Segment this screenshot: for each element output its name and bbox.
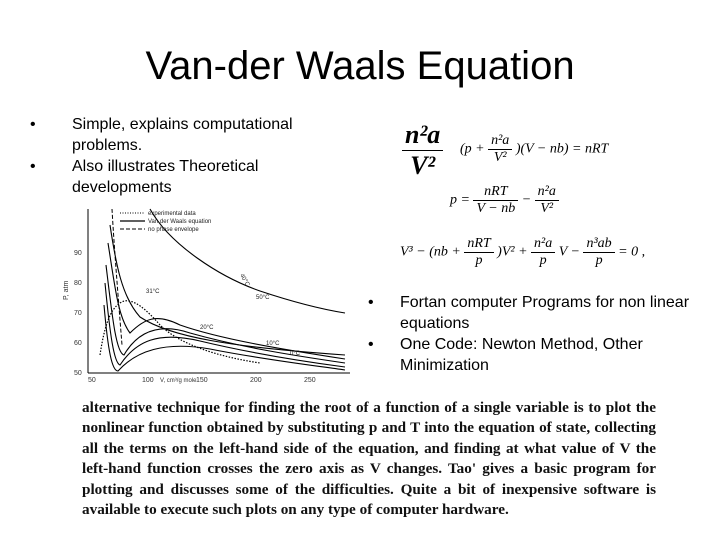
isotherm-curve	[104, 305, 345, 371]
equation-pressure-explicit: p = $\frac{\text{nRT}}{V - nb}$ − $\frac{\text{n²a}}{\text{V²}}$	[450, 184, 559, 217]
isotherm-graph	[60, 205, 360, 385]
legend-label: no phase envelope	[148, 227, 199, 233]
x-axis-label: V, cm³/g mole	[160, 378, 197, 384]
isotherm-label: 40°C	[238, 273, 251, 288]
graph-legend	[120, 211, 211, 233]
isotherm-curves	[104, 209, 345, 371]
x-tick-label: 200	[250, 377, 262, 384]
legend-label: Van der Waals equation	[148, 219, 212, 225]
isotherm-label: 0°C	[290, 351, 301, 357]
isotherm-label: 10°C	[266, 341, 280, 347]
right-bullet-list	[368, 292, 698, 376]
y-tick-label: 50	[74, 370, 82, 377]
equation-pressure-correction: $\frac{\text{n²a}}{\text{V²}}$	[402, 120, 443, 181]
legend-label: experimental data	[148, 211, 196, 217]
slide-title: Van-der Waals Equation	[145, 44, 575, 88]
x-tick-label: 250	[304, 377, 316, 384]
y-tick-label: 80	[74, 280, 82, 287]
y-tick-label: 70	[74, 310, 82, 317]
isotherm-curve	[106, 265, 345, 363]
left-bullet-list	[30, 114, 330, 198]
equation-vdw-form: (p + $\frac{\text{n²a}}{\text{V²}}$ )(V − nb) = nRT	[460, 133, 609, 165]
bullet-item: • Simple, explains computational problems.	[30, 114, 330, 156]
scanned-text-paragraph: alternative technique for finding the root of a function of a single variable is to plot the nonlinear function obtained by substituting p and T into the equation of state, collecting all the terms on the left-hand side of the equation, and finding at what value of V the left-hand function crosses the zero axis as V changes. Tao' gives a basic program for plotting and discusses some of the difficulties. Quite a bit of inexpensive software is available to execute such plots on any type of computer hardware.	[82, 399, 656, 519]
equation-cubic-volume: V³ − (nb + $\frac{\text{nRT}}{p}$ )V² + $\frac{\text{n²a}}{p}$ V − $\frac{\text{n³ab}}{p}$ = 0 ,	[400, 236, 646, 268]
y-axis-label: P, atm	[63, 280, 70, 300]
bullet-item: • Fortan computer Programs for non linear equations	[368, 292, 698, 334]
isotherm-label: 31°C	[146, 289, 160, 295]
isotherm-label: 20°C	[200, 325, 214, 331]
x-tick-labels	[88, 377, 316, 384]
isotherm-labels	[146, 273, 301, 357]
x-tick-label: 50	[88, 377, 96, 384]
y-tick-label: 90	[74, 250, 82, 257]
isotherm-label: 50°C	[256, 295, 270, 301]
y-tick-labels	[74, 250, 82, 377]
isotherm-curve	[108, 243, 345, 359]
bullet-item: • One Code: Newton Method, Other Minimization	[368, 334, 698, 376]
y-tick-label: 60	[74, 340, 82, 347]
x-tick-label: 100	[142, 377, 154, 384]
x-tick-label: 150	[196, 377, 208, 384]
bullet-item: • Also illustrates Theoretical developments	[30, 156, 330, 198]
